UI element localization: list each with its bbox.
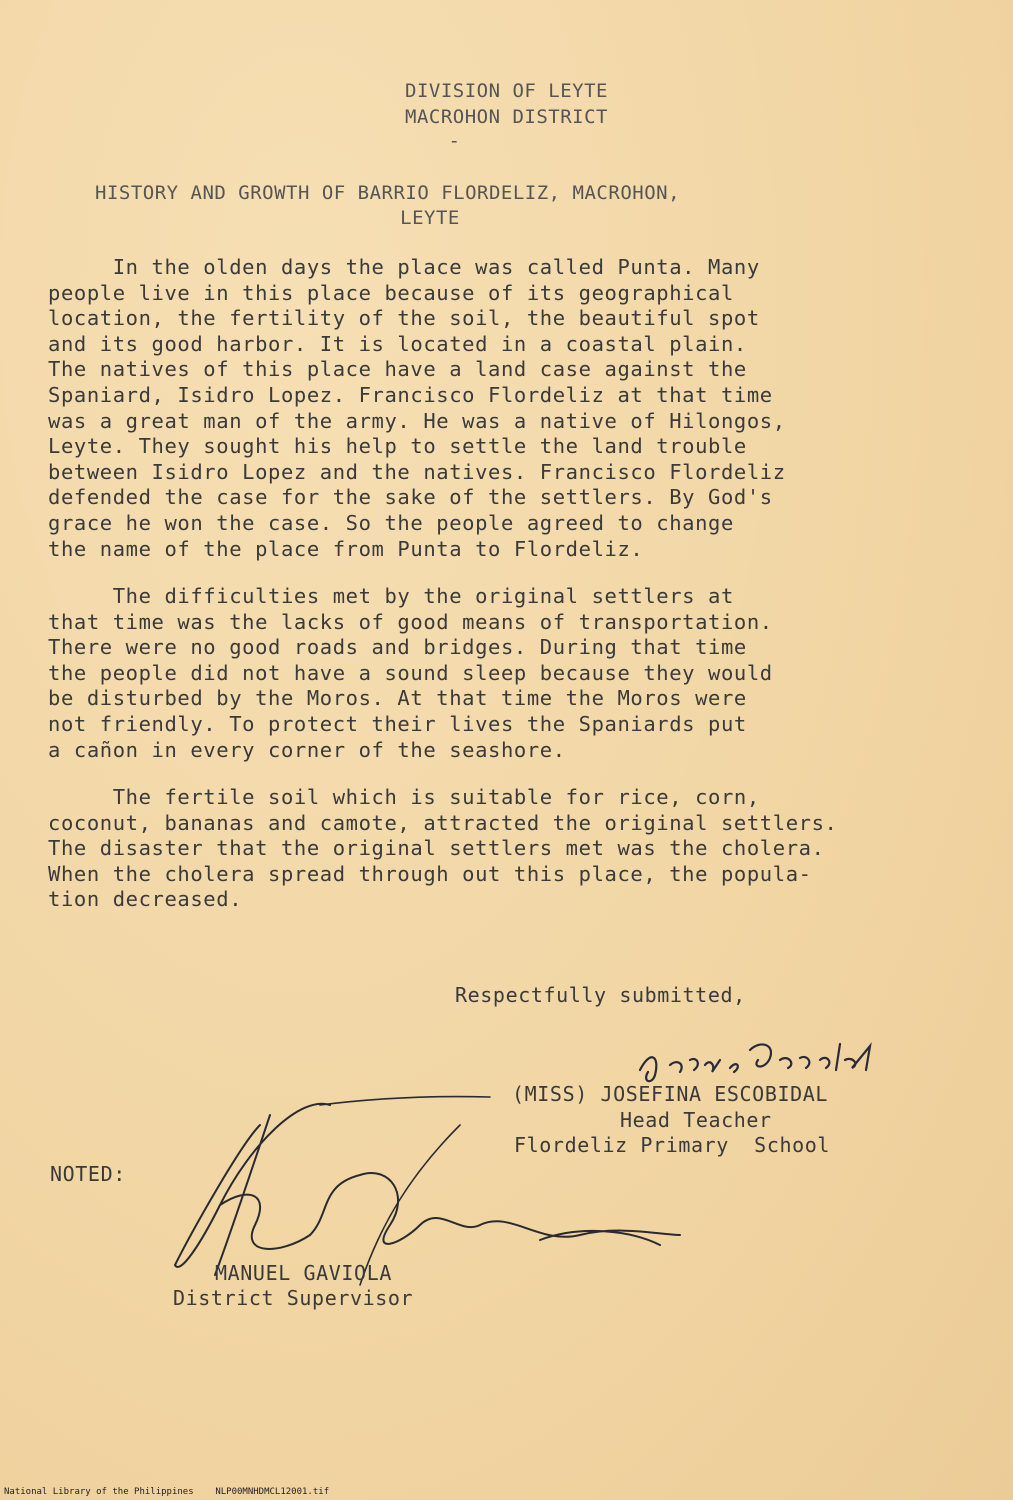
paragraph-line: location, the fertility of the soil, the beautiful spot: [48, 306, 760, 331]
signatory-school: Flordeliz Primary School: [514, 1133, 831, 1157]
paragraph-line: The disaster that the original settlers met was the cholera.: [48, 836, 825, 861]
paragraph-line: The fertile soil which is suitable for rice, corn,: [48, 785, 760, 809]
archive-footer: National Library of the Philippines NLP00MNHDMCL12001.tif: [4, 1487, 330, 1497]
paragraph-line: In the olden days the place was called Punta. Many: [48, 255, 760, 279]
paragraph-line: be disturbed by the Moros. At that time the Moros were: [48, 686, 747, 711]
header-division: DIVISION OF LEYTE: [405, 80, 608, 102]
escobidal-signature: [630, 1030, 900, 1090]
paragraph-line: a cañon in every corner of the seashore.: [48, 737, 566, 762]
document-title-line1: HISTORY AND GROWTH OF BARRIO FLORDELIZ, MACROHON,: [95, 182, 681, 204]
signatory-name: (MISS) JOSEFINA ESCOBIDAL: [512, 1082, 829, 1106]
noted-label: NOTED:: [50, 1162, 126, 1186]
paragraph-line: Spaniard, Isidro Lopez. Francisco Flordeliz at that time: [48, 382, 773, 407]
paragraph-line: Leyte. They sought his help to settle the land trouble: [48, 434, 747, 459]
paragraph-line: coconut, bananas and camote, attracted the original settlers.: [48, 810, 838, 835]
header-dash: -: [448, 130, 461, 152]
paragraph-line: was a great man of the army. He was a native of Hilongos,: [48, 408, 786, 433]
paragraph-line: the name of the place from Punta to Flordeliz.: [48, 536, 644, 561]
signatory-position: Head Teacher: [620, 1108, 772, 1132]
paragraph-line: When the cholera spread through out this place, the popula-: [48, 861, 812, 886]
paragraph-line: The difficulties met by the original settlers at: [48, 584, 734, 608]
paragraph-1: [48, 255, 948, 562]
paragraph-line: tion decreased.: [48, 887, 243, 912]
paragraph-line: defended the case for the sake of the settlers. By God's: [48, 485, 773, 510]
supervisor-position: District Supervisor: [173, 1286, 414, 1310]
supervisor-name: MANUEL GAVIOLA: [215, 1261, 392, 1285]
paragraph-3: [48, 785, 948, 913]
paragraph-line: people live in this place because of its geographical: [48, 280, 734, 305]
paragraph-2: [48, 584, 948, 763]
paragraph-line: between Isidro Lopez and the natives. Francisco Flordeliz: [48, 459, 786, 484]
paragraph-line: The natives of this place have a land case against the: [48, 357, 747, 382]
document-title-line2: LEYTE: [400, 207, 460, 229]
paragraph-line: and its good harbor. It is located in a coastal plain.: [48, 331, 747, 356]
header-district: MACROHON DISTRICT: [405, 106, 608, 128]
paragraph-line: grace he won the case. So the people agreed to change: [48, 510, 734, 535]
respectfully-submitted: Respectfully submitted,: [455, 983, 746, 1007]
paragraph-line: the people did not have a sound sleep because they would: [48, 660, 773, 685]
paragraph-line: There were no good roads and bridges. During that time: [48, 635, 747, 660]
paragraph-line: that time was the lacks of good means of transportation.: [48, 609, 773, 634]
paragraph-line: not friendly. To protect their lives the Spaniards put: [48, 711, 747, 736]
